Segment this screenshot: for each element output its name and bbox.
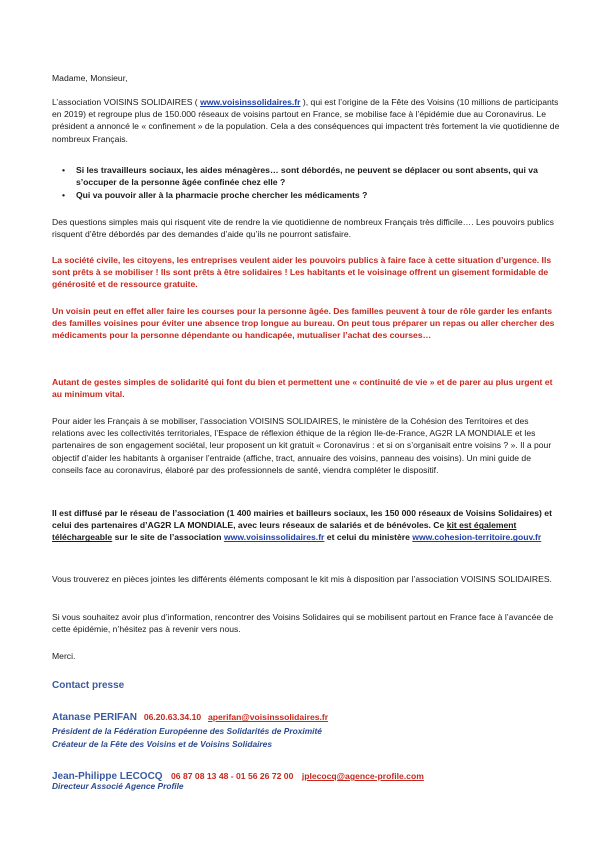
thanks: Merci. [52, 651, 76, 661]
attachments-paragraph: Vous trouverez en pièces jointes les différents éléments composant le kit mis à disposition par l’association VOISINS SOLIDAIRES. [52, 574, 552, 584]
cohesion-territoire-link[interactable]: www.cohesion-territoire.gouv.fr [412, 532, 542, 543]
contact-2-email[interactable]: jplecocq@agence-profile.com [301, 771, 424, 781]
bullet-text: Si les travailleurs sociaux, les aides ménagères… sont débordés, ne peuvent se déplacer ou sont absents, qui va s’occuper de la personne âgée confinée chez elle ? [76, 165, 538, 188]
bullet-text: Qui va pouvoir aller à la pharmacie proche chercher les médicaments ? [76, 190, 368, 200]
distribution-mid: sur le site de l’association [112, 532, 224, 543]
neighbor-help-paragraph: Un voisin peut en effet aller faire les courses pour la personne âgée. Des familles peuvent à tour de rôle garder les enfants des familles voisines pour éviter une absence trop longue au bureau. On peut tous préparer un repas ou aller chercher des médicaments pour la personne dépendante ou handicapée, mutualiser l’achat des courses… [52, 306, 555, 341]
contact-2-role-1: Directeur Associé Agence Profile [52, 781, 184, 791]
bullet-icon: • [62, 190, 66, 200]
contact-heading: Contact presse [52, 680, 125, 691]
contact-1-email[interactable]: aperifan@voisinssolidaires.fr [207, 712, 329, 722]
intro-paragraph [52, 96, 560, 145]
voisins-solidaires-link[interactable]: www.voisinssolidaires.fr [200, 97, 301, 107]
contact-2-phone: 06 87 08 13 48 - 01 56 26 72 00 [171, 771, 294, 781]
distribution-text: Il est diffusé par le réseau de l’association (1 400 mairies et bailleurs sociaux, les 150 000 réseaux de Voisins Solidaires) et celui des partenaires d’AG2R LA MONDIALE, avec leurs réseaux de salariés et de bénévoles. Ce [52, 508, 552, 531]
civil-society-paragraph: La société civile, les citoyens, les entreprises veulent aider les pouvoirs publics à faire face à cette situation d’urgence. Ils sont prêts à se mobiliser ! Ils sont prêts à être solidaires ! Les habitants et le voisinage offrent un gisement formidable de générosité et de ressource gratuite. [52, 255, 552, 290]
contact-1-role-2: Créateur de la Fête des Voisins et de Voisins Solidaires [52, 739, 272, 749]
kit-paragraph: Pour aider les Français à se mobiliser, l’association VOISINS SOLIDAIRES, le ministère de la Cohésion des Territoires et des relations avec les collectivités territoriales, l’Espace de réflexion éthique de la région Ile-de-France, AG2R LA MONDIALE et les partenaires de son engagement sociétal, leur proposent un kit gratuit « Coronavirus : et si on s’organisait entre voisins ? ». Il a pour objectif d’aider les habitants à organiser l’entraide (affiche, tract, annuaire des voisins, panneau des voisins). Un mini guide de conseils face au coronavirus, élaboré par des professionnels de santé, viendra compléter le dispositif. [52, 416, 552, 475]
bullet-item [62, 189, 560, 201]
contact-1-role-1: Président de la Fédération Européenne des Solidarités de Proximité [52, 726, 322, 736]
information-paragraph: Si vous souhaitez avoir plus d’information, rencontrer des Voisins Solidaires qui se mobilisent partout en France face à l’avancée de cette épidémie, n’hésitez pas à revenir vers nous. [52, 612, 554, 635]
contact-2-name: Jean-Philippe LECOCQ [52, 771, 163, 782]
bullet-icon: • [62, 165, 66, 175]
voisins-solidaires-link-2[interactable]: www.voisinssolidaires.fr [223, 532, 325, 543]
contact-1-name: Atanase PERIFAN [52, 712, 138, 723]
intro-text: ), qui est l’origine de la Fête des Voisins (10 millions de participants en 2019) et regroupe plus de 150.000 réseaux de voisins partout en France, se mobilise face à l’épidémie due au Coronavirus. Le président a annoncé le « confinement » de la population. Cela a des conséquences qui impactent très fortement la vie quotidienne de nombreux Français. [52, 97, 560, 144]
contact-1-phone: 06.20.63.34.10 [143, 712, 202, 722]
distribution-paragraph [52, 507, 560, 544]
solidarity-paragraph: Autant de gestes simples de solidarité qui font du bien et permettent une « continuité de vie » et de parer au plus urgent et au minimum vital. [52, 377, 553, 400]
distribution-and: et celui du ministère [324, 532, 413, 543]
contact-1-line [52, 712, 328, 723]
kit-download-link[interactable]: kit est également téléchargeable [52, 520, 517, 543]
questions-paragraph: Des questions simples mais qui risquent vite de rendre la vie quotidienne de nombreux Français très difficile…. Les pouvoirs publics risquent d’être débordés par des demandes d’aide qu’ils ne pourront satisfaire. [52, 217, 554, 240]
bullet-item [62, 164, 560, 188]
salutation: Madame, Monsieur, [52, 73, 128, 83]
intro-prefix: L’association VOISINS SOLIDAIRES ( [52, 97, 201, 107]
